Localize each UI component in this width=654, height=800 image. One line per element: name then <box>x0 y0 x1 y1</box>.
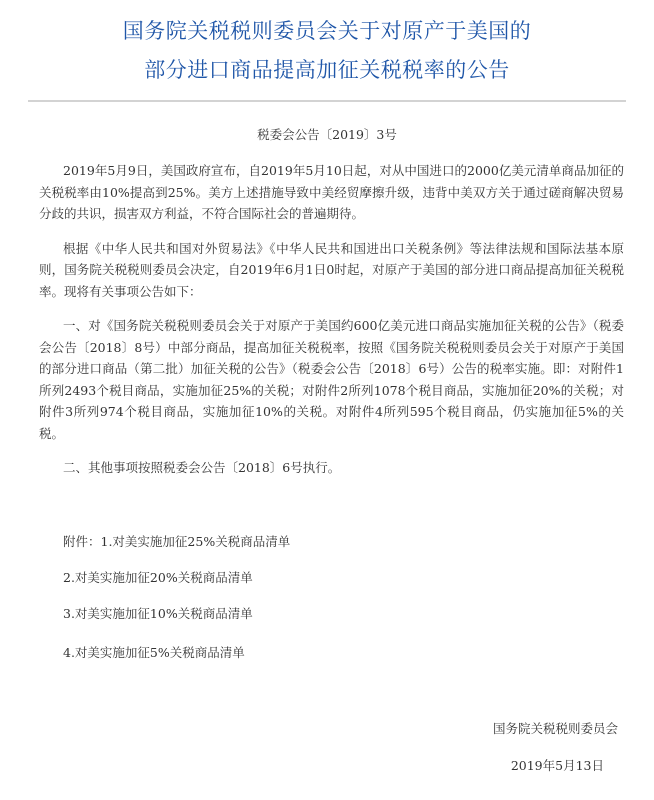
paragraph-item-two: 二、其他事项按照税委会公告〔2018〕6号执行。 <box>63 460 341 475</box>
title-divider <box>28 100 626 102</box>
issue-date: 2019年5月13日 <box>510 758 604 773</box>
attachment-item-4: 4.对美实施加征5%关税商品清单 <box>63 645 245 660</box>
document-number: 税委会公告〔2019〕3号 <box>257 127 397 142</box>
issuer-name: 国务院关税税则委员会 <box>492 721 618 736</box>
attachment-item-1: 附件：1.对美实施加征25%关税商品清单 <box>63 534 291 549</box>
announcement-body <box>39 160 624 492</box>
paragraph-item-one: 一、对《国务院关税税则委员会关于对原产于美国约600亿美元进口商品实施加征关税的公告》（税委会公告〔2018〕8号）中部分商品，提高加征关税税率，按照《国务院关税税则委员会关于对原产于美国的部分进口商品（第二批）加征关税的公告》（税委会公告〔2018〕6号）公告的税率实施。即：对附件1所列2493个税目商品，实施加征25%的关税；对附件2所列1078个税目商品，实施加征20%的关税；对附件3所列974个税目商品，实施加征10%的关税。对附件4所列595个税目商品，仍实施加征5%的关税。 <box>39 318 624 441</box>
attachment-item-2: 2.对美实施加征20%关税商品清单 <box>63 570 253 585</box>
title-line-1: 国务院关税税则委员会关于对原产于美国的 <box>122 19 532 43</box>
attachment-item-3: 3.对美实施加征10%关税商品清单 <box>63 606 253 621</box>
title-line-2: 部分进口商品提高加征关税税率的公告 <box>144 58 510 82</box>
paragraph-decision: 根据《中华人民共和国对外贸易法》《中华人民共和国进出口关税条例》等法律法规和国际法基本原则，国务院关税税则委员会决定，自2019年6月1日0时起，对原产于美国的部分进口商品提高加征关税税率。现将有关事项公告如下： <box>39 240 624 299</box>
paragraph-background: 2019年5月9日，美国政府宣布，自2019年5月10日起，对从中国进口的2000亿美元清单商品加征的关税税率由10%提高到25%。美方上述措施导致中美经贸摩擦升级，违背中美双方关于通过磋商解决贸易分歧的共识，损害双方利益，不符合国际社会的普遍期待。 <box>39 163 624 221</box>
